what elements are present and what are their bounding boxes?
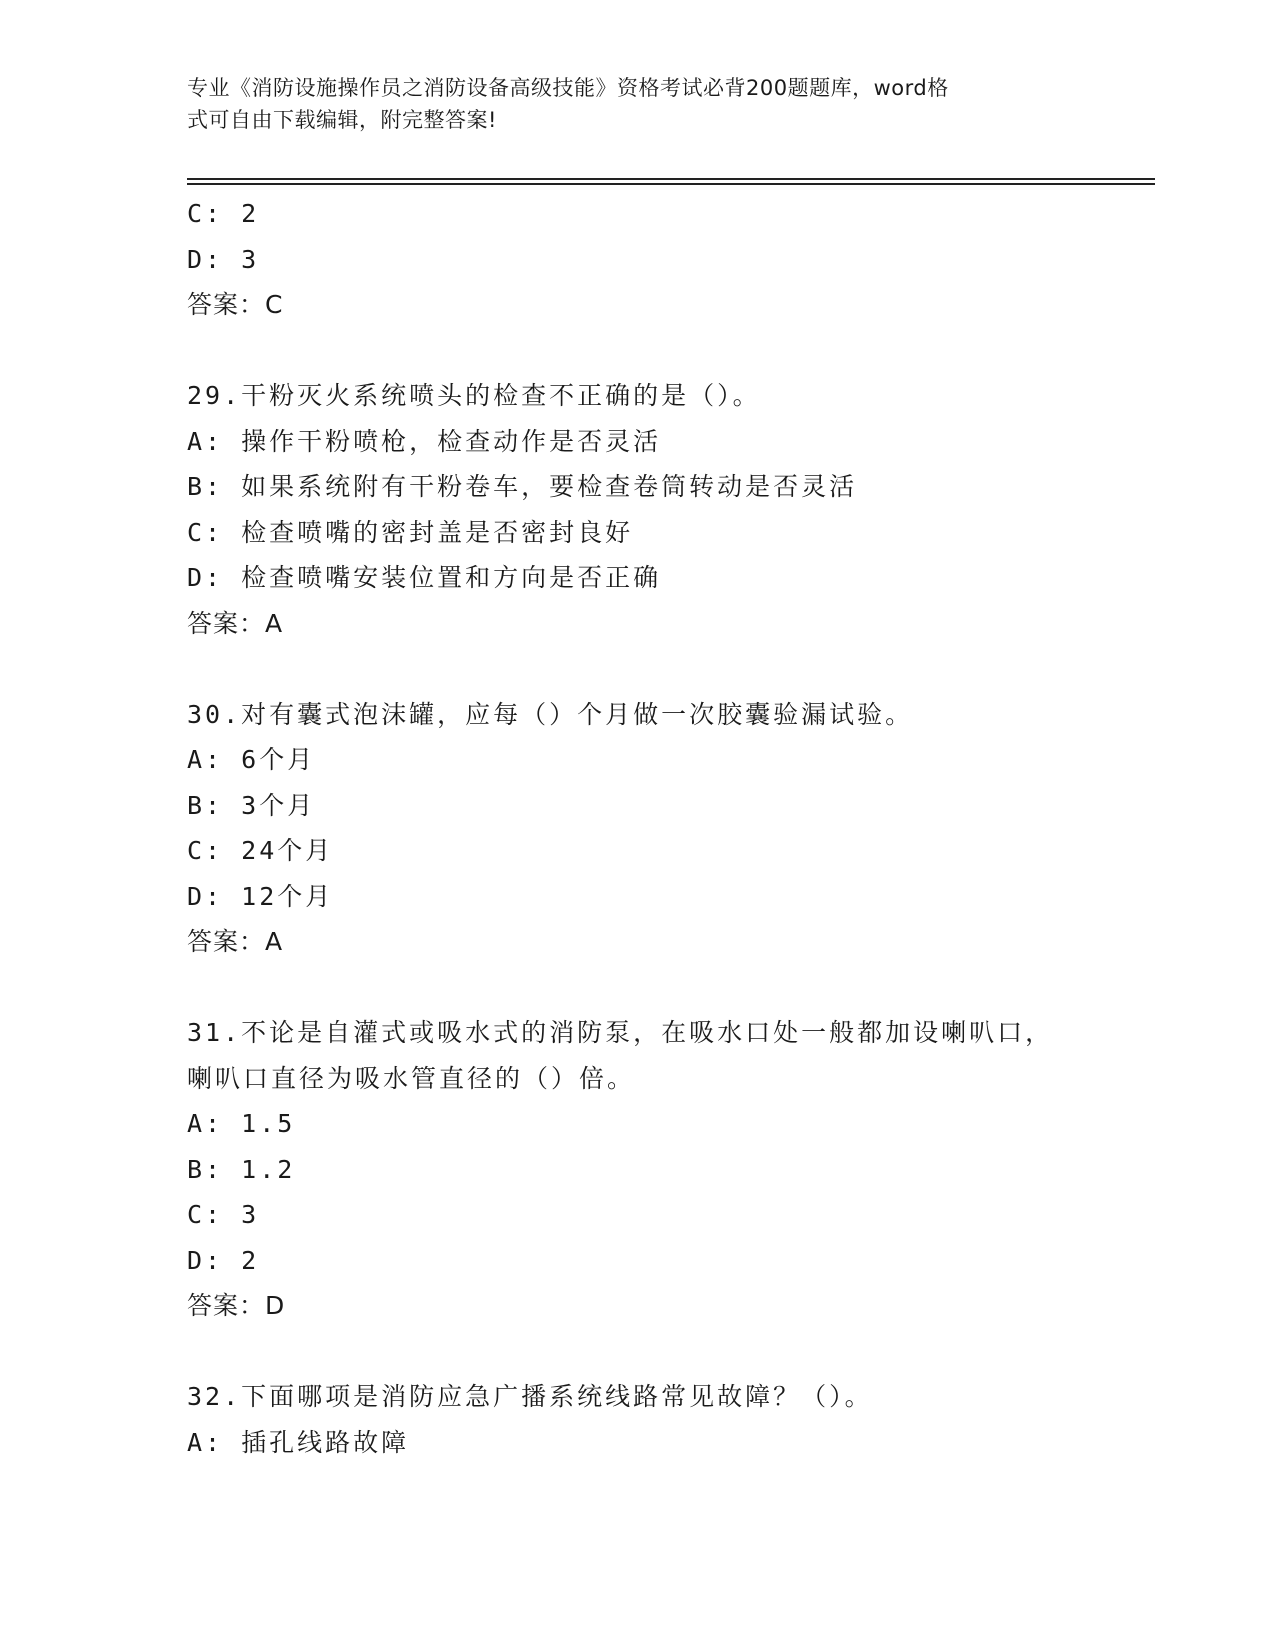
question-31 [187,1010,1155,1329]
option-a: A: 1.5 [187,1109,296,1138]
option-d: D: 3 [187,244,260,274]
previous-question-tail [187,191,1155,328]
question-30 [187,692,1155,965]
header-divider-bottom [187,183,1155,185]
question-32 [187,1374,1155,1465]
header-title-line-1: 专业《消防设施操作员之消防设备高级技能》资格考试必背200题题库，word格 [187,76,949,100]
question-text: 30.对有囊式泡沫罐，应每（）个月做一次胶囊验漏试验。 [187,699,914,729]
answer: 答案：C [187,290,284,319]
option-c: C: 2 [187,199,260,228]
option-d: D: 12个月 [187,881,334,911]
option-a: A: 6个月 [187,745,316,774]
question-text-line-2: 喇叭口直径为吸水管直径的（）倍。 [187,1063,636,1093]
option-c: C: 24个月 [187,836,334,865]
option-c: C: 3 [187,1200,260,1229]
option-a: A: 操作干粉喷枪，检查动作是否灵活 [187,426,662,456]
header-title-line-2: 式可自由下载编辑，附完整答案! [187,108,497,132]
question-list [187,191,1155,1465]
question-29 [187,373,1155,646]
option-b: B: 3个月 [187,790,316,820]
option-a: A: 插孔线路故障 [187,1427,410,1457]
document-header [187,72,1067,136]
question-text-line-1: 31.不论是自灌式或吸水式的消防泵，在吸水口处一般都加设喇叭口， [187,1018,1054,1047]
option-b: B: 如果系统附有干粉卷车，要检查卷筒转动是否灵活 [187,472,858,501]
header-divider-top [187,178,1155,180]
question-text: 32.下面哪项是消防应急广播系统线路常见故障？（）。 [187,1382,873,1411]
question-text: 29.干粉灭火系统喷头的检查不正确的是（）。 [187,381,761,410]
option-d: D: 2 [187,1245,260,1275]
option-d: D: 检查喷嘴安装位置和方向是否正确 [187,563,662,592]
answer: 答案：A [187,927,284,956]
option-b: B: 1.2 [187,1154,296,1184]
answer: 答案：D [187,1291,286,1320]
option-c: C: 检查喷嘴的密封盖是否密封良好 [187,517,634,547]
answer: 答案：A [187,608,284,638]
